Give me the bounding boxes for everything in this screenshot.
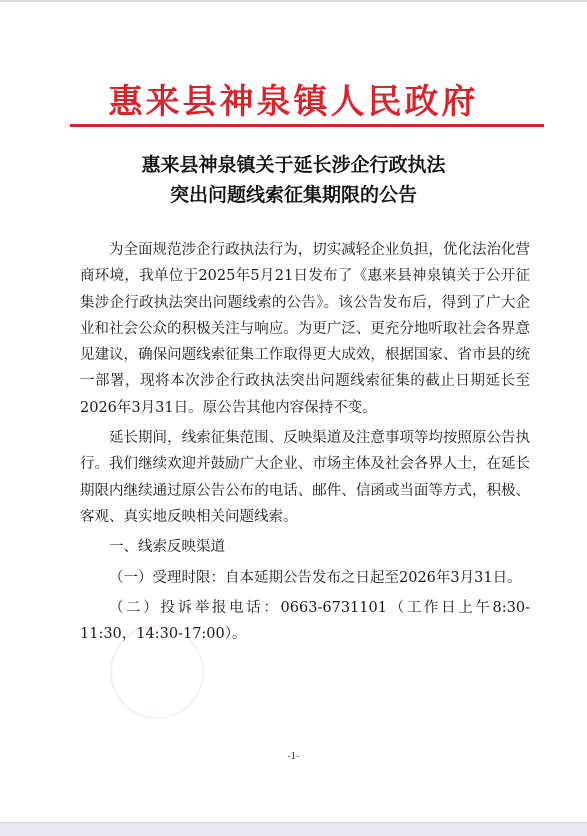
issuer-header: 惠来县神泉镇人民政府 [108, 82, 479, 122]
paragraph-intro: 为全面规范涉企行政执法行为，切实减轻企业负担，优化法治化营商环境，我单位于2025年5月21日发布了《惠来县神泉镇关于公开征集涉企行政执法突出问题线索的公告》。该公告发布后，得到了广大企业和社会公众的积极关注与响应。为更广泛、更充分地听取社会各界意见建议，确保问题线索征集工作取得更大成效，根据国家、省市县的统一部署，现将本次涉企行政执法突出问题线索征集的截止日期延长至2026年3月31日。原公告其他内容保持不变。 [80, 242, 530, 416]
page-number: -1- [287, 752, 300, 762]
viewer-bottom-strip [0, 822, 587, 836]
document-body [80, 237, 530, 651]
red-divider-rule [70, 124, 544, 127]
document-title [0, 150, 587, 210]
paragraph-extension: 延长期间，线索征集范围、反映渠道及注意事项等均按照原公告执行。我们继续欢迎并鼓励广大企业、市场主体及社会各界人士，在延长期限内继续通过原公告公布的电话、邮件、信函或当面等方式，积极、客观、真实地反映相关问题线索。 [80, 430, 530, 525]
paragraph-hotline: （二）投诉举报电话：0663-6731101（工作日上午8:30-11:30，14:30-17:00）。 [80, 599, 530, 643]
section-heading-channels: 一、线索反映渠道 [109, 539, 225, 556]
document-title-line-2: 突出问题线索征集期限的公告 [169, 184, 417, 206]
document-title-line-1: 惠来县神泉镇关于延长涉企行政执法 [141, 154, 446, 176]
paragraph-time-limit: （一）受理时限：自本延期公告发布之日起至2026年3月31日。 [109, 569, 522, 586]
faint-seal-stamp [110, 625, 204, 719]
top-border [0, 0, 587, 2]
